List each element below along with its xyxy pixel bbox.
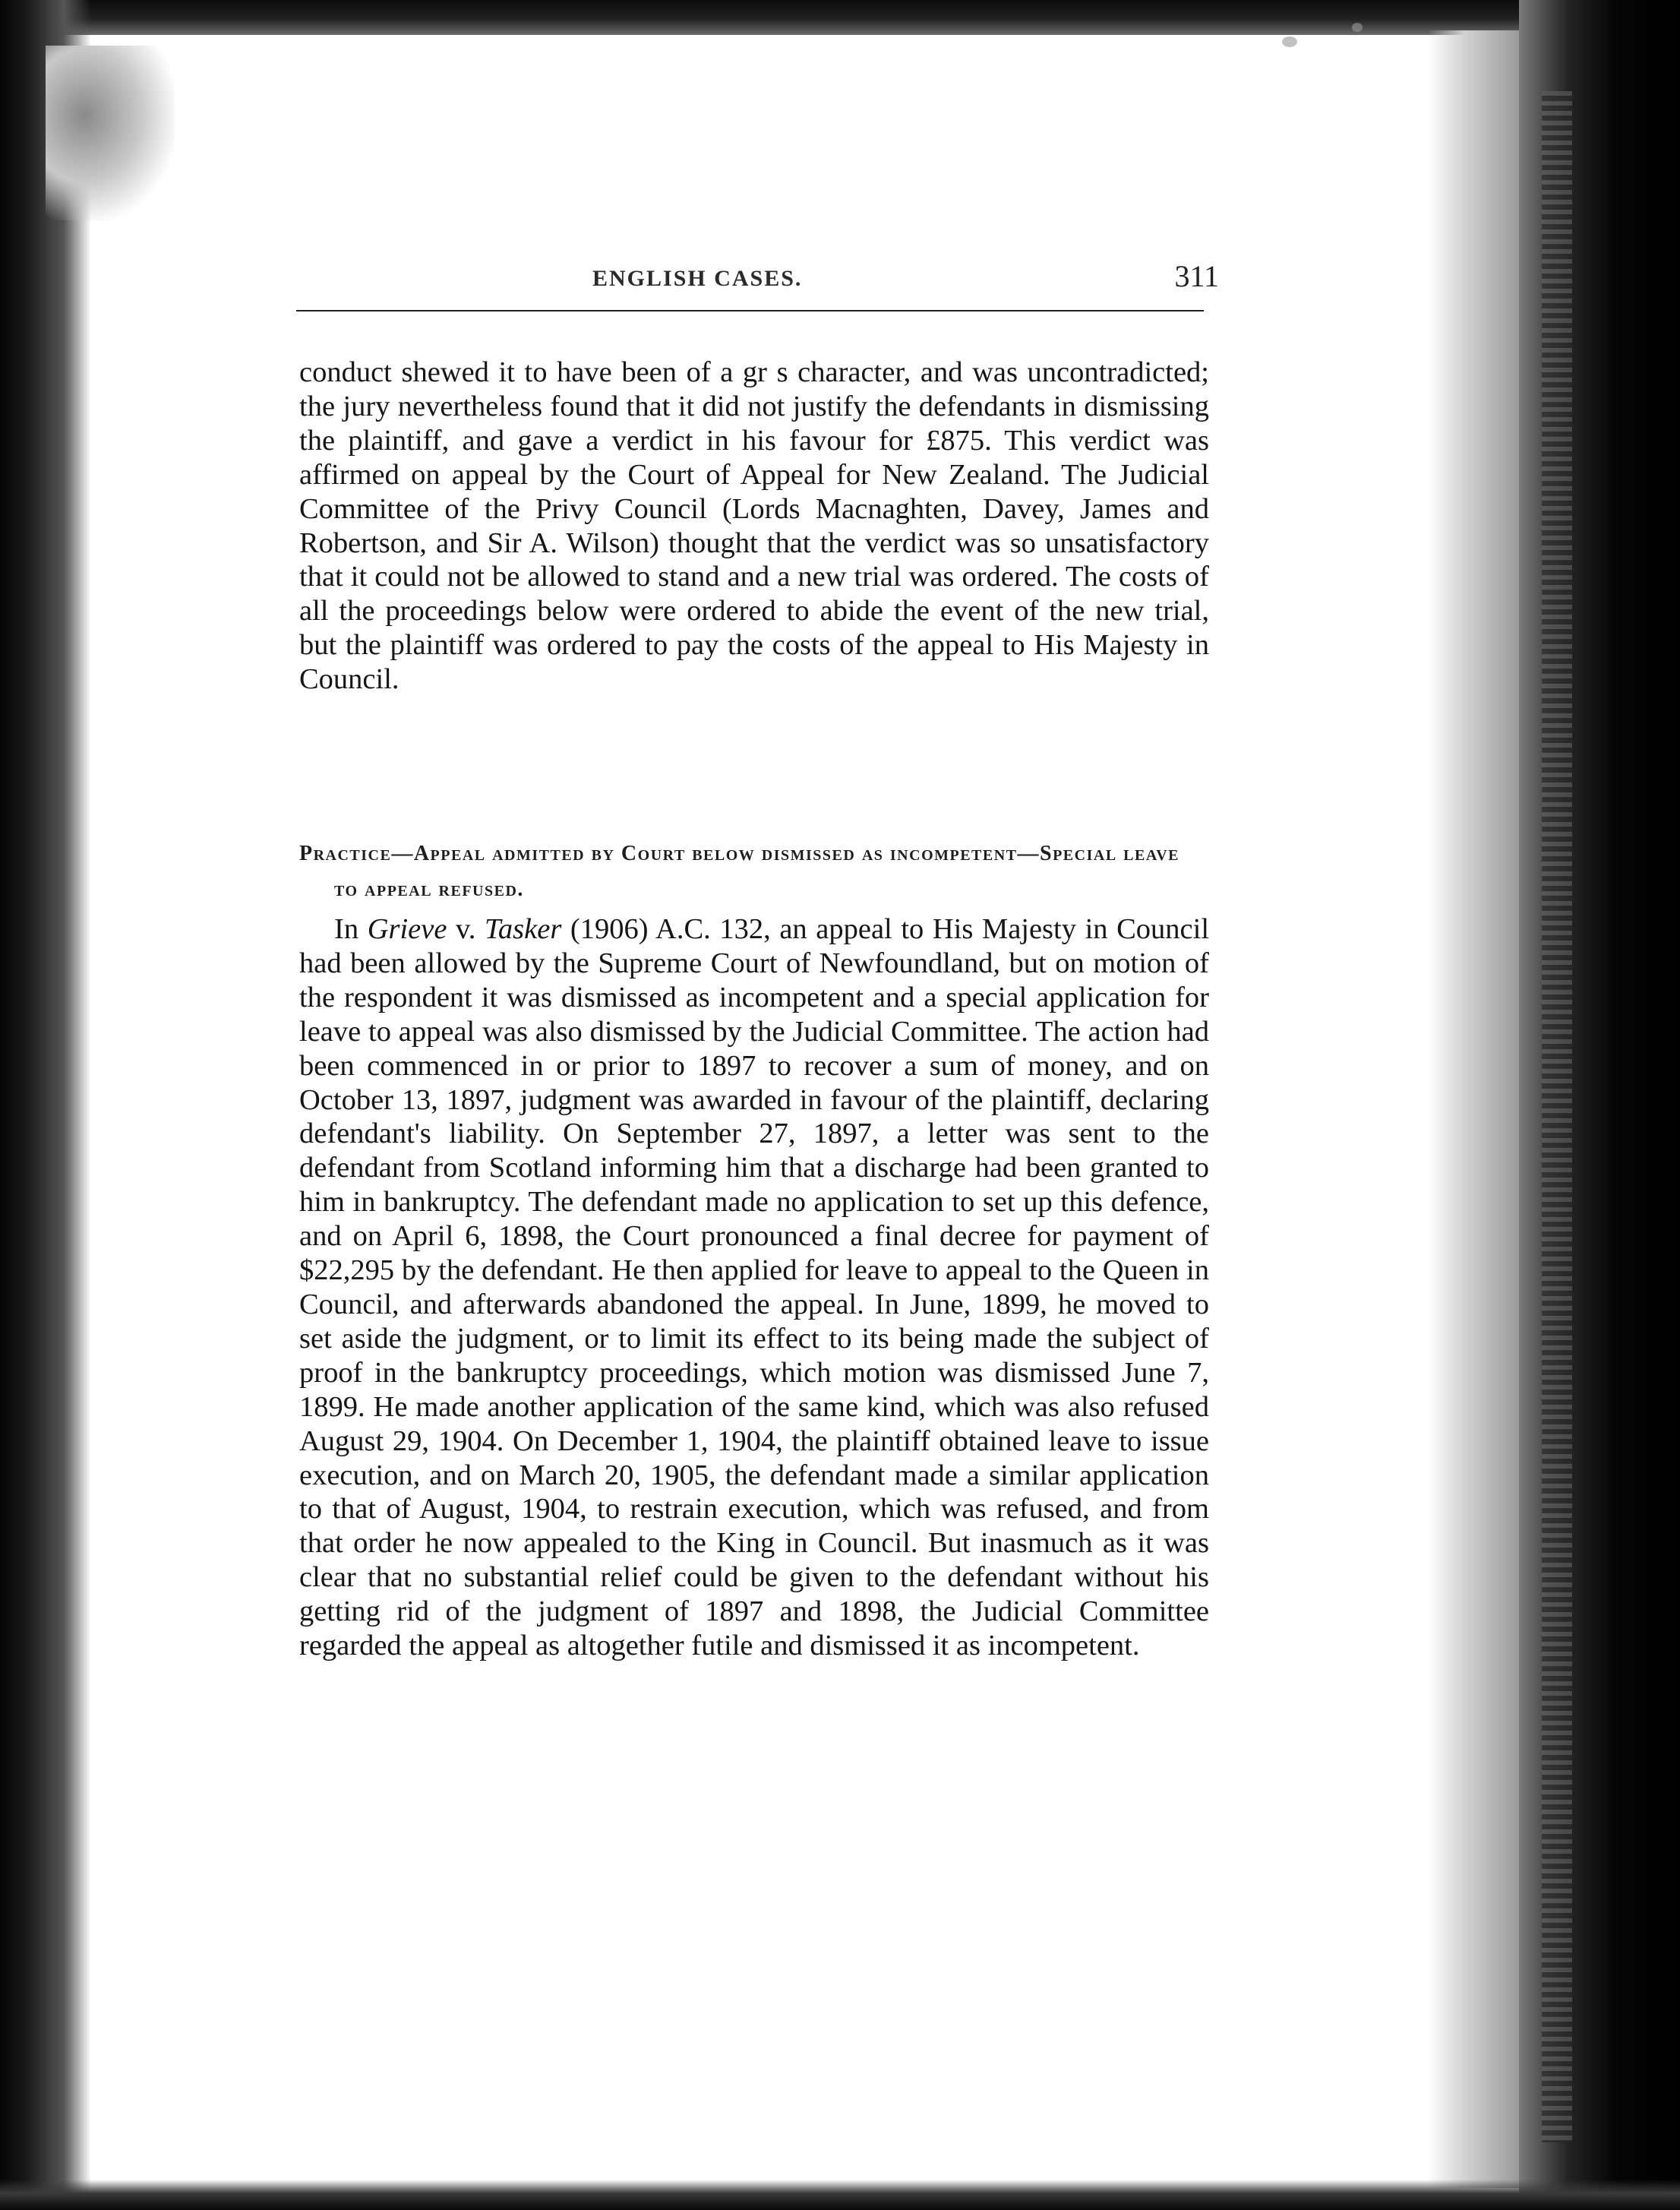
case-name-party-a: Grieve: [367, 913, 447, 945]
paragraph-body: (1906) A.C. 132, an appeal to His Majesty in Council had been allowed by the Supreme Court of Newfoundland, but on motion of the respondent it was dismissed as incompetent and a special application for leave to appeal was also dismissed by the Judicial Committee. The action had been commenced in or prior to 1897 to recover a sum of money, and on October 13, 1897, judgment was awarded in favour of the plaintiff, declaring defendant's liability. On September 27, 1897, a letter was sent to the defendant from Scotland informing him that a discharge had been granted to him in bankruptcy. The defendant made no application to set up this defence, and on April 6, 1898, the Court pronounced a final decree for payment of $22,295 by the defendant. He then applied for leave to appeal to the Queen in Council, and afterwards abandoned the appeal. In June, 1899, he moved to set aside the judgment, or to limit its effect to its being made the subject of proof in the bankruptcy proceedings, which motion was dismissed June 7, 1899. He made another application of the same kind, which was also refused August 29, 1904. On December 1, 1904, the plaintiff obtained leave to issue execution, and on March 20, 1905, the defendant made a similar application to that of August, 1904, to restrain execution, which was refused, and from that order he now appealed to the King in Council. But inasmuch as it was clear that no substantial relief could be given to the defendant without his getting rid of the judgment of 1897 and 1898, the Judicial Committee regarded the appeal as altogether futile and dismissed it as incompetent.: [299, 913, 1210, 1662]
paragraph-case-summary: [299, 912, 1209, 1663]
section-heading: Practice—Appeal admitted by Court below dismissed as incompetent—Special leave to appeal refused.: [299, 842, 1179, 901]
page-number: 311: [1174, 259, 1219, 293]
case-versus: v.: [456, 913, 476, 945]
paragraph-continued: conduct shewed it to have been of a gr s character, and was uncontradicted; the jury nevertheless found that it did not justify the defendants in dismissing the plaintiff, and gave a verdict in his favour for £875. This verdict was affirmed on appeal by the Court of Appeal for New Zealand. The Judicial Committee of the Privy Council (Lords Macnaghten, Davey, James and Robertson, and Sir A. Wilson) thought that the verdict was so unsatisfactory that it could not be allowed to stand and a new trial was ordered. The costs of all the proceedings below were ordered to abide the event of the new trial, but the plaintiff was ordered to pay the costs of the appeal to His Majesty in Council.: [299, 356, 1209, 696]
running-head: ENGLISH CASES.: [592, 266, 803, 291]
paragraph-intro: In: [334, 913, 359, 945]
case-name-party-b: Tasker: [485, 913, 562, 945]
header-rule: [296, 310, 1204, 311]
